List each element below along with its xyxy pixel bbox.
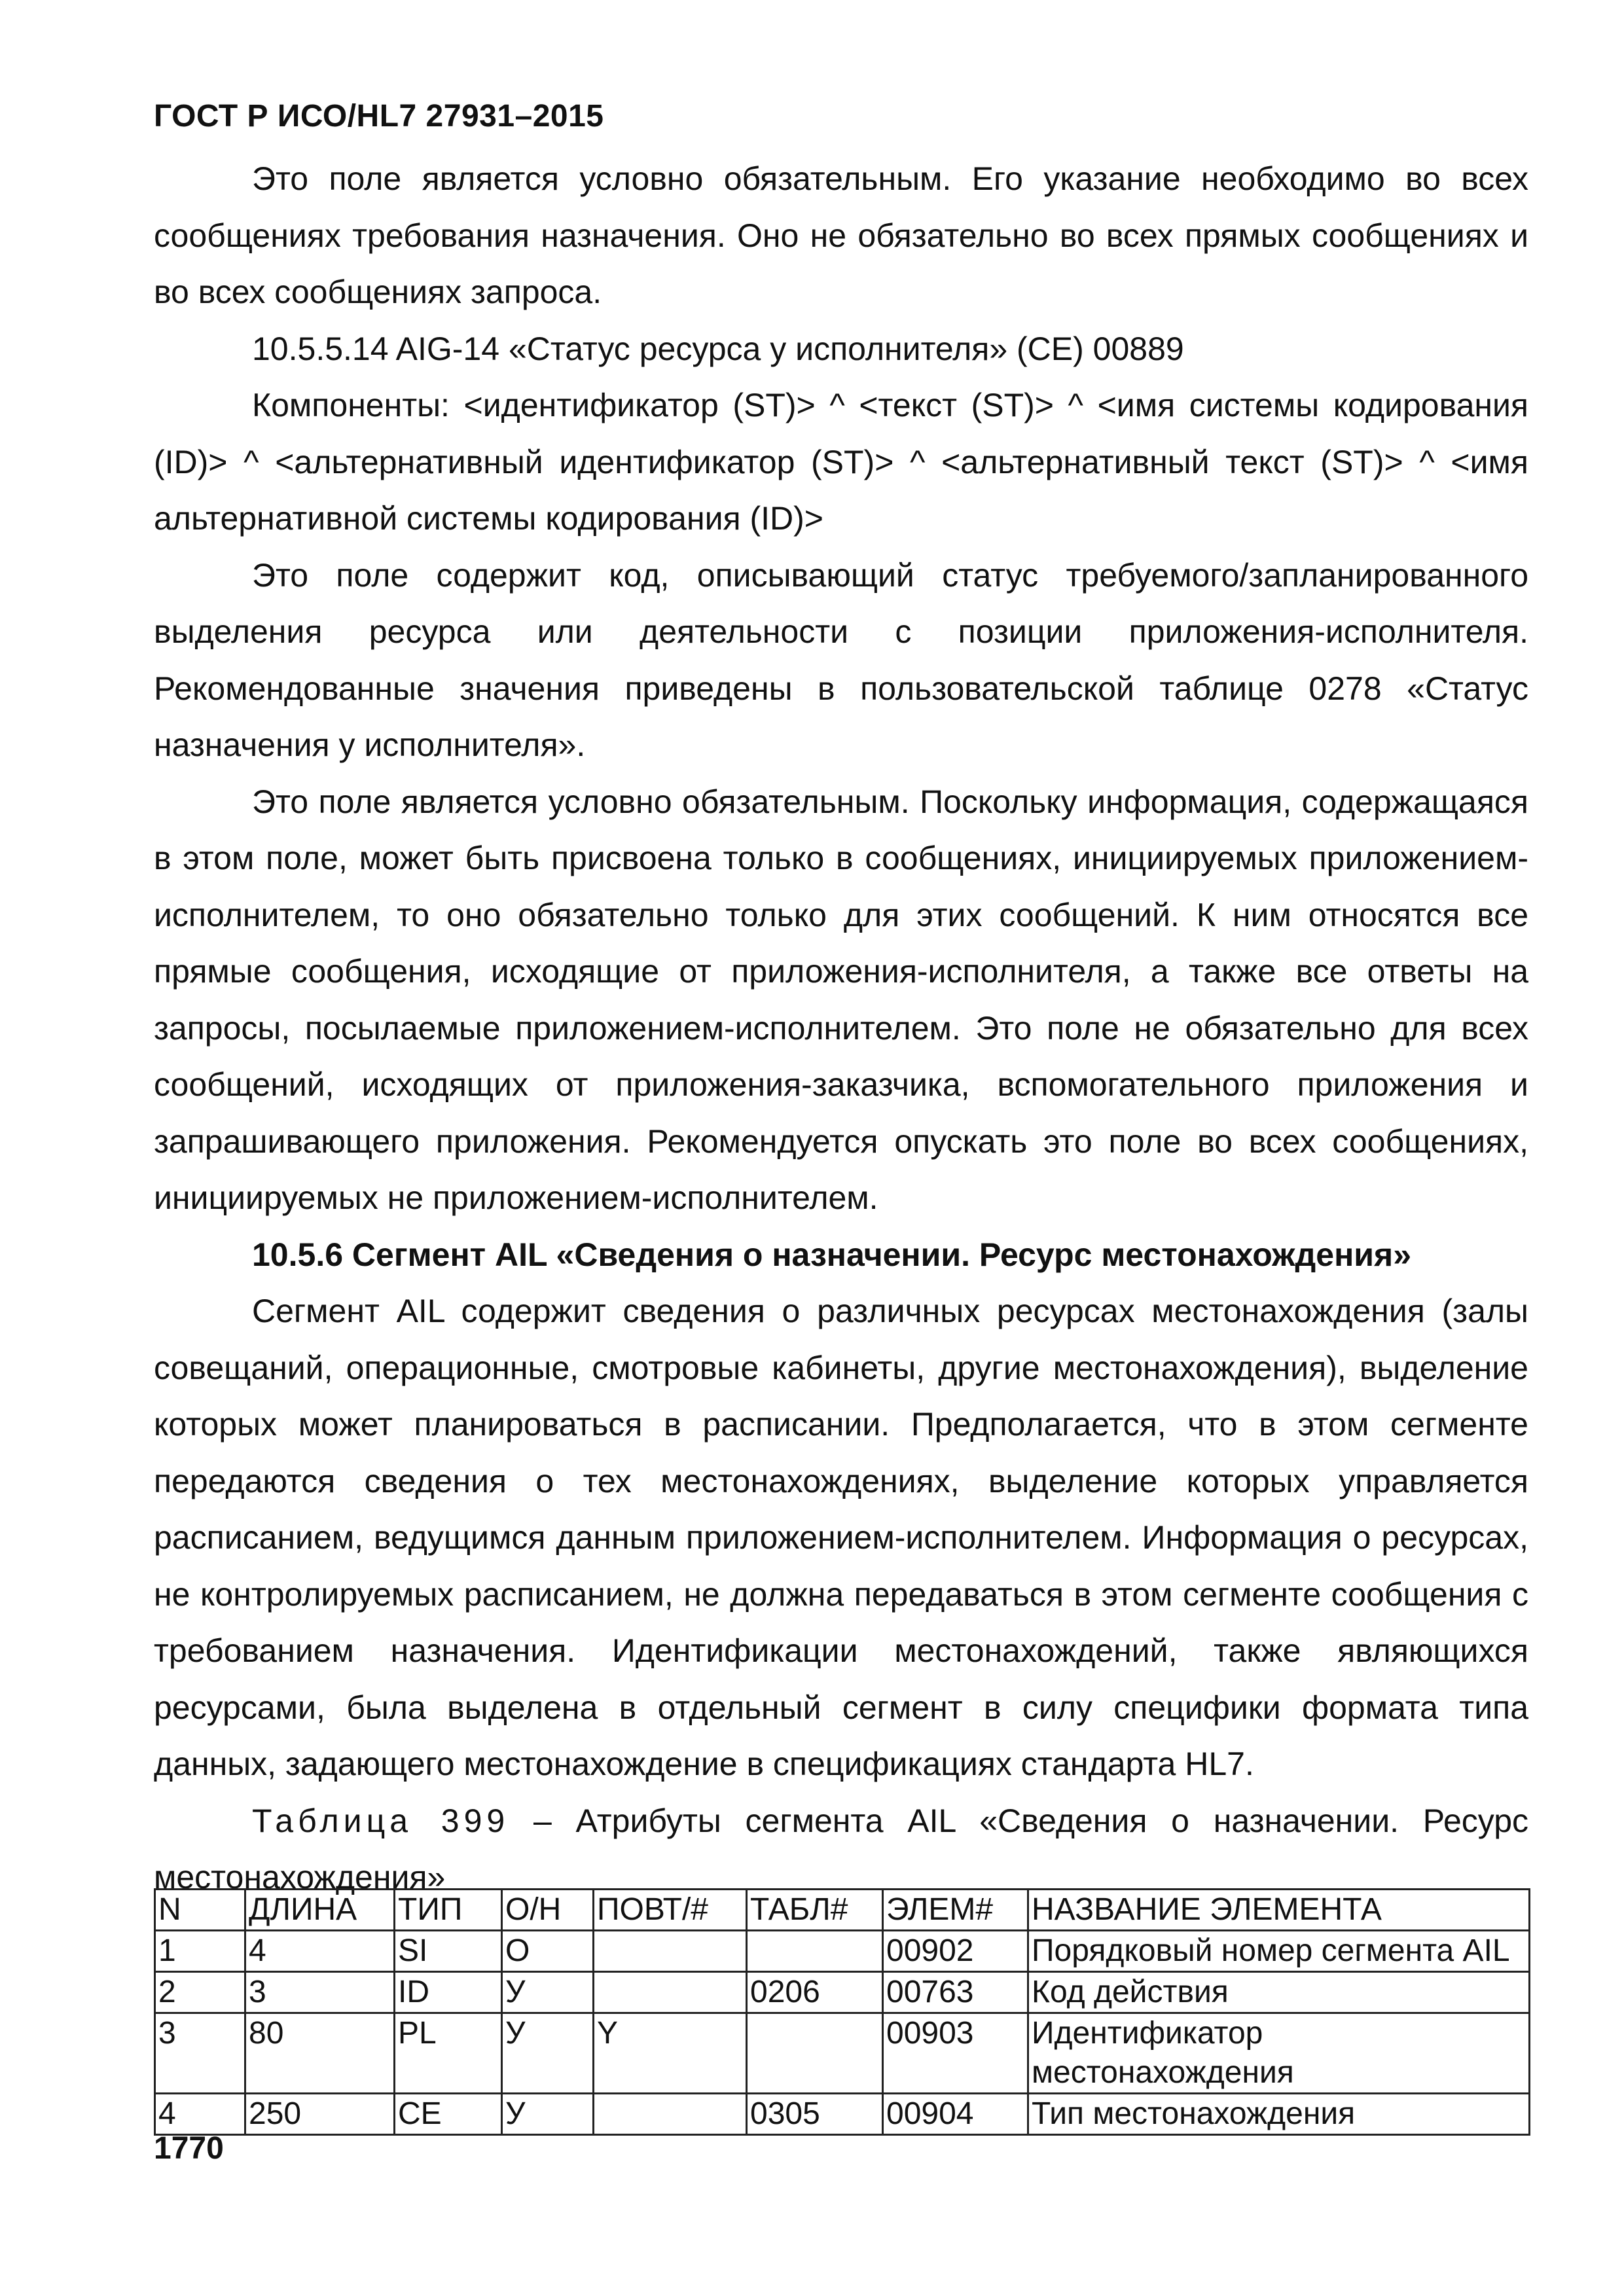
table-cell: 0206 [747, 1972, 883, 2013]
document-header: ГОСТ Р ИСО/HL7 27931–2015 [154, 99, 604, 134]
table-cell: 00902 [883, 1931, 1028, 1972]
table-row [155, 2094, 1530, 2135]
table-cell [747, 1931, 883, 1972]
header-cell-type: ТИП [395, 1890, 502, 1931]
table-cell: CE [395, 2094, 502, 2135]
paragraph-conditional-required: Это поле является условно обязательным. Его указание необходимо во всех сообщениях требования назначения. Оно не обязательно во всех прямых сообщениях и во всех сообщениях запроса. [154, 160, 1528, 310]
table-cell: 4 [155, 2094, 245, 2135]
header-cell-element: ЭЛЕМ# [883, 1890, 1028, 1931]
table-cell: У [502, 1972, 594, 2013]
table-cell: Код действия [1028, 1972, 1530, 2013]
field-title-aig-14: 10.5.5.14 AIG-14 «Статус ресурса у исполнителя» (CE) 00889 [252, 330, 1184, 367]
table-cell: 00904 [883, 2094, 1028, 2135]
paragraph-conditional-details: Это поле является условно обязательным. Поскольку информация, содержащаяся в этом поле, может быть присвоена только в сообщениях, инициируемых приложением-исполнителем, то оно обязательно только для этих сообщений. К ним относятся все прямые сообщения, исходящие от приложения-исполнителя, а также все ответы на запросы, посылаемые приложением-исполнителем. Это поле не обязательно для всех сообщений, исходящих от приложения-заказчика, вспомогательного приложения и запрашивающего приложения. Рекомендуется опускать это поле во всех сообщениях, инициируемых не приложением-исполнителем. [154, 783, 1528, 1216]
table-cell: 00903 [883, 2013, 1028, 2094]
table-cell: У [502, 2094, 594, 2135]
table-cell [747, 2013, 883, 2094]
table-cell: 2 [155, 1972, 245, 2013]
table-cell: 4 [245, 1931, 395, 1972]
table-cell: SI [395, 1931, 502, 1972]
table-cell: O [502, 1931, 594, 1972]
table-cell: Тип местонахождения [1028, 2094, 1530, 2135]
paragraph-segment-description: Сегмент AIL содержит сведения о различных ресурсах местонахождения (залы совещаний, операционные, смотровые кабинеты, другие местонахождения), выделение которых может планироваться в расписании. Предполагается, что в этом сегменте передаются сведения о тех местонахождениях, выделение которых управляется расписанием, ведущимся данным приложением-исполнителем. Информация о ресурсах, не контролируемых расписанием, не должна передаваться в этом сегменте сообщения с требованием назначения. Идентификации местонахождений, также являющихся ресурсами, была выделена в отдельный сегмент в силу специфики формата типа данных, задающего местонахождение в спецификациях стандарта HL7. [154, 1293, 1528, 1782]
table-cell: 3 [245, 1972, 395, 2013]
header-cell-n: N [155, 1890, 245, 1931]
header-cell-optionality: О/Н [502, 1890, 594, 1931]
table-cell: Идентификатор местонахождения [1028, 2013, 1530, 2094]
header-cell-length: ДЛИНА [245, 1890, 395, 1931]
paragraph-components: Компоненты: <идентификатор (ST)> ^ <текст (ST)> ^ <имя системы кодирования (ID)> ^ <альтернативный идентификатор (ST)> ^ <альтернативный текст (ST)> ^ <имя альтернативной системы кодирования (ID)> [154, 387, 1528, 537]
body-text [154, 151, 1528, 1906]
header-cell-repeat: ПОВТ/# [594, 1890, 747, 1931]
table-caption-label: Таблица 399 [252, 1802, 510, 1839]
table-row [155, 1931, 1530, 1972]
table-row [155, 1972, 1530, 2013]
table-cell: Y [594, 2013, 747, 2094]
table-cell: ID [395, 1972, 502, 2013]
table-cell [594, 2094, 747, 2135]
section-heading: 10.5.6 Сегмент AIL «Сведения о назначении. Ресурс местонахождения» [252, 1236, 1411, 1273]
table-cell: У [502, 2013, 594, 2094]
table-cell: 250 [245, 2094, 395, 2135]
table-header-row [155, 1890, 1530, 1931]
table-cell [594, 1972, 747, 2013]
table-row [155, 2013, 1530, 2094]
segment-attributes-table [154, 1888, 1530, 2136]
table-cell: 80 [245, 2013, 395, 2094]
table-cell [594, 1931, 747, 1972]
page-number: 1770 [154, 2131, 224, 2166]
table-cell: Порядковый номер сегмента AIL [1028, 1931, 1530, 1972]
table-cell: 0305 [747, 2094, 883, 2135]
table-cell: 3 [155, 2013, 245, 2094]
table-cell: 1 [155, 1931, 245, 1972]
paragraph-field-description: Это поле содержит код, описывающий статус требуемого/запланированного выделения ресурса или деятельности с позиции приложения-исполнителя. Рекомендованные значения приведены в пользовательской таблице 0278 «Статус назначения у исполнителя». [154, 556, 1528, 763]
table-cell: PL [395, 2013, 502, 2094]
header-cell-table: ТАБЛ# [747, 1890, 883, 1931]
table-caption-text: – Атрибуты сегмента AIL «Сведения о назначении. Ресурс местонахождения» [154, 1802, 1529, 1895]
table-cell: 00763 [883, 1972, 1028, 2013]
header-cell-element-name: НАЗВАНИЕ ЭЛЕМЕНТА [1028, 1890, 1530, 1931]
